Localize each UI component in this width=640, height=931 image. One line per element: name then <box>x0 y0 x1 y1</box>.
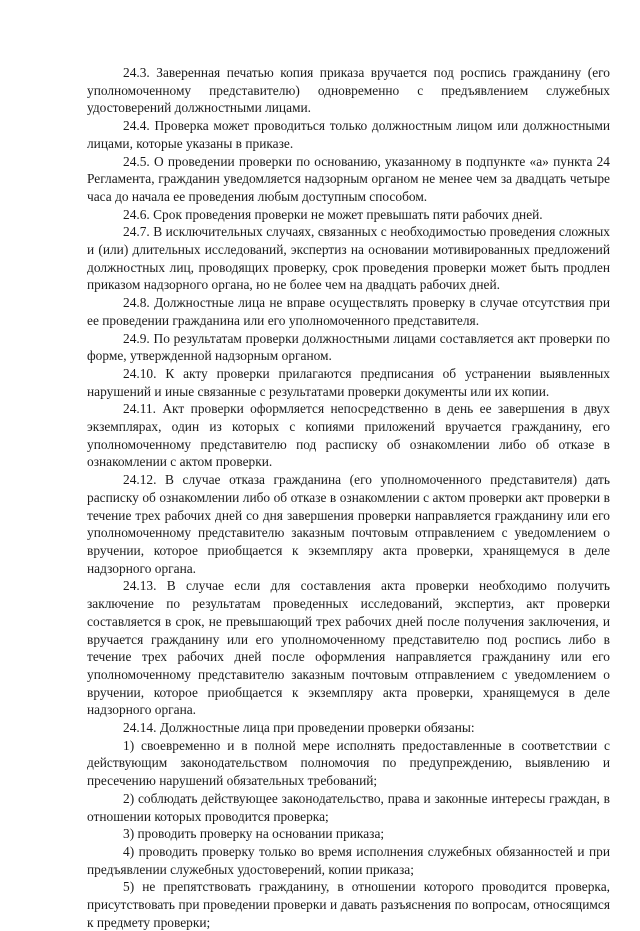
paragraph-24-9: 24.9. По результатам проверки должностными лицами составляется акт проверки по форме, утвержденной надзорным органом. <box>87 330 610 364</box>
paragraph-24-10: 24.10. К акту проверки прилагаются предписания об устранении выявленных нарушений и иные связанные с результатами проверки документы или их копии. <box>87 365 610 399</box>
paragraph-24-3: 24.3. Заверенная печатью копия приказа вручается под роспись гражданину (его уполномоченному представителю) одновременно с предъявлением служебных удостоверений должностными лицами. <box>87 65 610 116</box>
list-item-5: 5) не препятствовать гражданину, в отношении которого проводится проверка, присутствовать при проведении проверки и давать разъяснения по вопросам, относящимся к предмету проверки; <box>87 879 610 930</box>
list-item-4: 4) проводить проверку только во время исполнения служебных обязанностей и при предъявлении служебных удостоверений, копии приказа; <box>87 843 610 877</box>
paragraph-24-7: 24.7. В исключительных случаях, связанных с необходимостью проведения сложных и (или) длительных исследований, экспертиз на основании мотивированных предложений должностных лиц, проводящих проверку, срок проведения проверки может быть продлен приказом надзорного органа, но не более чем на двадцать рабочих дней. <box>87 224 610 293</box>
paragraph-24-13: 24.13. В случае если для составления акта проверки необходимо получить заключение по результатам проведенных исследований, экспертиз, акт проверки составляется в срок, не превышающий трех рабочих дней после получения заключения, и вручается гражданину или его уполномоченному представителю под роспись либо в течение трех рабочих дней после оформления направляется гражданину или его уполномоченному представителю заказным почтовым отправлением с уведомлением о вручении, которое приобщается к экземпляру акта проверки, хранящемуся в деле надзорного органа. <box>87 578 610 718</box>
paragraph-24-4: 24.4. Проверка может проводиться только должностным лицом или должностными лицами, которые указаны в приказе. <box>87 118 610 151</box>
paragraph-24-12: 24.12. В случае отказа гражданина (его уполномоченного представителя) дать расписку об ознакомлении либо об отказе в ознакомлении с актом проверки акт проверки в течение трех рабочих дней со дня завершения проверки направляется гражданину или его уполномоченному представителю заказным почтовым отправлением с уведомлением о вручении, которое приобщается к экземпляру акта проверки, хранящемуся в деле надзорного органа. <box>87 472 610 576</box>
paragraph-24-11: 24.11. Акт проверки оформляется непосредственно в день ее завершения в двух экземплярах, один из которых с копиями приложений вручается гражданину, его уполномоченному представителю под расписку об ознакомлении либо об отказе в ознакомлении с актом проверки. <box>87 401 610 470</box>
paragraph-24-14: 24.14. Должностные лица при проведении проверки обязаны: <box>123 720 475 736</box>
paragraph-24-5: 24.5. О проведении проверки по основанию, указанному в подпункте «а» пункта 24 Регламента, гражданин уведомляется надзорным органом не менее чем за двадцать четыре часа до начала ее проведения любым доступным способом. <box>87 153 610 204</box>
paragraph-24-8: 24.8. Должностные лица не вправе осуществлять проверку в случае отсутствия при ее проведении гражданина или его уполномоченного представителя. <box>87 295 610 328</box>
list-item-3: 3) проводить проверку на основании приказа; <box>123 826 385 842</box>
paragraph-24-6: 24.6. Срок проведения проверки не может превышать пяти рабочих дней. <box>123 206 543 222</box>
list-item-1: 1) своевременно и в полной мере исполнять предоставленные в соответствии с действующим законодательством полномочия по предупреждению, выявлению и пресечению нарушений обязательных требований; <box>87 737 610 789</box>
list-item-2: 2) соблюдать действующее законодательство, права и законные интересы граждан, в отношении которых проводится проверка; <box>87 790 610 824</box>
